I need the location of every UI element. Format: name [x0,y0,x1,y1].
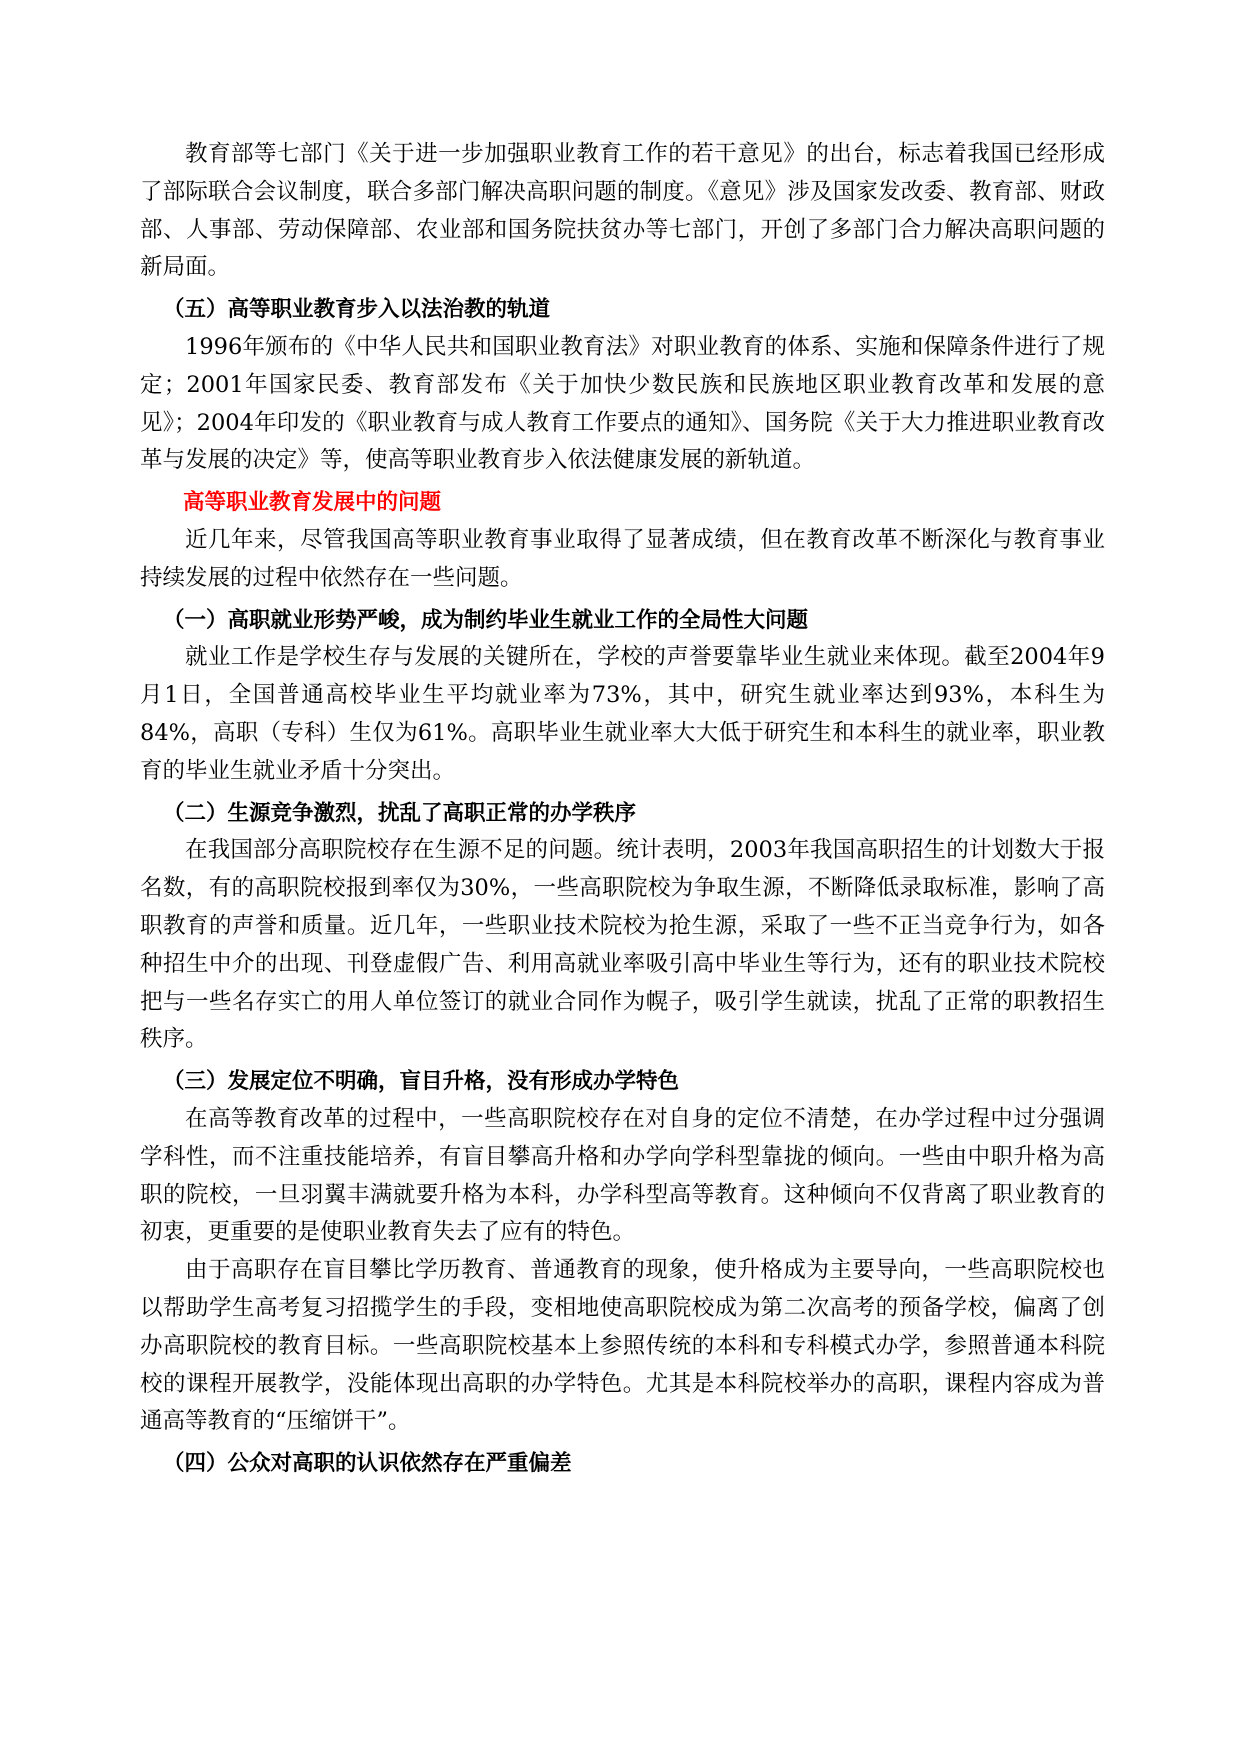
subsection-heading: （三）发展定位不明确，盲目升格，没有形成办学特色 [163,1069,680,1095]
subsection-heading: （四）公众对高职的认识依然存在严重偏差 [163,1451,572,1477]
subsection-heading: （一）高职就业形势严峻，成为制约毕业生就业工作的全局性大问题 [163,607,809,633]
paragraph: 教育部等七部门《关于进一步加强职业教育工作的若干意见》的出台，标志着我国已经形成了部际联合会议制度，联合多部门解决高职问题的制度。《意见》涉及国家发改委、教育部、财政部、人事部、劳动保障部、农业部和国务院扶贫办等七部门，开创了多部门合力解决高职问题的新局面。 [140,141,1105,281]
paragraph: 就业工作是学校生存与发展的关键所在，学校的声誉要靠毕业生就业来体现。截至2004年9月1日，全国普通高校毕业生平均就业率为73%，其中，研究生就业率达到93%，本科生为84%，高职（专科）生仅为61%。高职毕业生就业率大大低于研究生和本科生的就业率，职业教育的毕业生就业矛盾十分突出。 [140,644,1105,784]
section-title: 高等职业教育发展中的问题 [183,490,442,516]
subsection-heading: （二）生源竞争激烈，扰乱了高职正常的办学秩序 [163,800,637,826]
paragraph: 近几年来，尽管我国高等职业教育事业取得了显著成绩，但在教育改革不断深化与教育事业持续发展的过程中依然存在一些问题。 [140,526,1105,591]
paragraph: 由于高职存在盲目攀比学历教育、普通教育的现象，使升格成为主要导向，一些高职院校也以帮助学生高考复习招揽学生的手段，变相地使高职院校成为第二次高考的预备学校，偏离了创办高职院校的教育目标。一些高职院校基本上参照传统的本科和专科模式办学，参照普通本科院校的课程开展教学，没能体现出高职的办学特色。尤其是本科院校举办的高职，课程内容成为普通高等教育的“压缩饼干”。 [140,1257,1105,1435]
paragraph: 1996年颁布的《中华人民共和国职业教育法》对职业教育的体系、实施和保障条件进行了规定；2001年国家民委、教育部发布《关于加快少数民族和民族地区职业教育改革和发展的意见》；2004年印发的《职业教育与成人教育工作要点的通知》、国务院《关于大力推进职业教育改革与发展的决定》等，使高等职业教育步入依法健康发展的新轨道。 [140,333,1105,474]
paragraph: 在高等教育改革的过程中，一些高职院校存在对自身的定位不清楚，在办学过程中过分强调学科性，而不注重技能培养，有盲目攀高升格和办学向学科型靠拢的倾向。一些由中职升格为高职的院校，一旦羽翼丰满就要升格为本科，办学科型高等教育。这种倾向不仅背离了职业教育的初衷，更重要的是使职业教育失去了应有的特色。 [140,1105,1105,1246]
subsection-heading: （五）高等职业教育步入以法治教的轨道 [163,297,551,323]
document-body [140,136,1105,1483]
paragraph: 在我国部分高职院校存在生源不足的问题。统计表明，2003年我国高职招生的计划数大于报名数，有的高职院校报到率仅为30%，一些高职院校为争取生源，不断降低录取标准，影响了高职教育的声誉和质量。近几年，一些职业技术院校为抢生源，采取了一些不正当竞争行为，如各种招生中介的出现、刊登虚假广告、利用高就业率吸引高中毕业生等行为，还有的职业技术院校把与一些名存实亡的用人单位签订的就业合同作为幌子，吸引学生就读，扰乱了正常的职教招生秩序。 [140,837,1105,1053]
